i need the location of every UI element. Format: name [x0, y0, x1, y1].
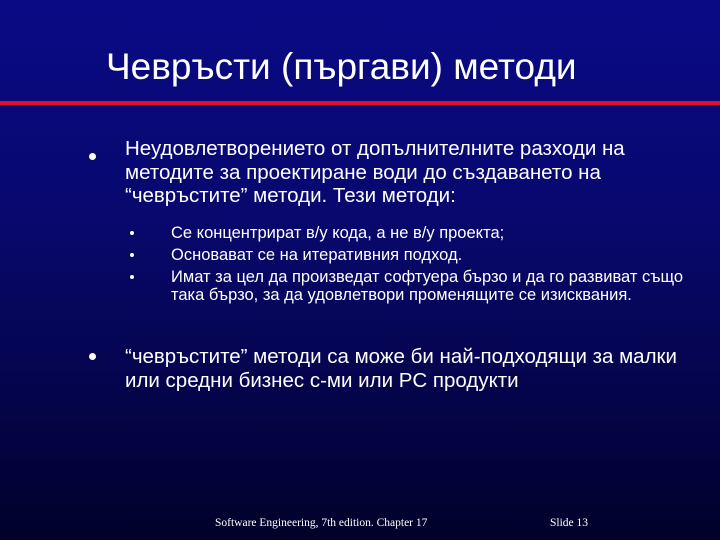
slide-title: Чевръсти (пъргави) методи — [106, 46, 577, 87]
bullet-dot-icon — [89, 153, 96, 160]
sub-bullet-text: Имат за цел да произведат софтуера бързо и да го развиват също така бързо, за да удовлетвори променящите се изисквания. — [171, 268, 684, 304]
bullet-dot-icon — [89, 353, 96, 360]
footer-text: Software Engineering, 7th edition. Chapter 17 — [215, 517, 428, 529]
sub-bullet-item — [128, 268, 688, 304]
sub-bullet-item — [128, 224, 688, 242]
sub-bullet-dot-icon — [130, 231, 134, 235]
title-divider — [0, 101, 720, 105]
bullet-item-2: “чевръстите” методи са може би най-подходящи за малки или средни бизнес с-ми или PC продукти — [125, 345, 677, 392]
sub-bullet-dot-icon — [130, 253, 134, 257]
sub-bullet-list — [128, 224, 688, 308]
sub-bullet-text: Се концентрират в/у кода, а не в/у проекта; — [171, 224, 505, 242]
slide-number: Slide 13 — [550, 517, 589, 529]
sub-bullet-dot-icon — [130, 275, 134, 279]
sub-bullet-text: Основават се на итеративния подход. — [171, 246, 463, 264]
sub-bullet-item — [128, 246, 688, 264]
bullet-item-1: Неудовлетворението от допълнителните разходи на методите за проектиране води до създаването на “чевръстите” методи. Тези методи: — [125, 137, 625, 207]
